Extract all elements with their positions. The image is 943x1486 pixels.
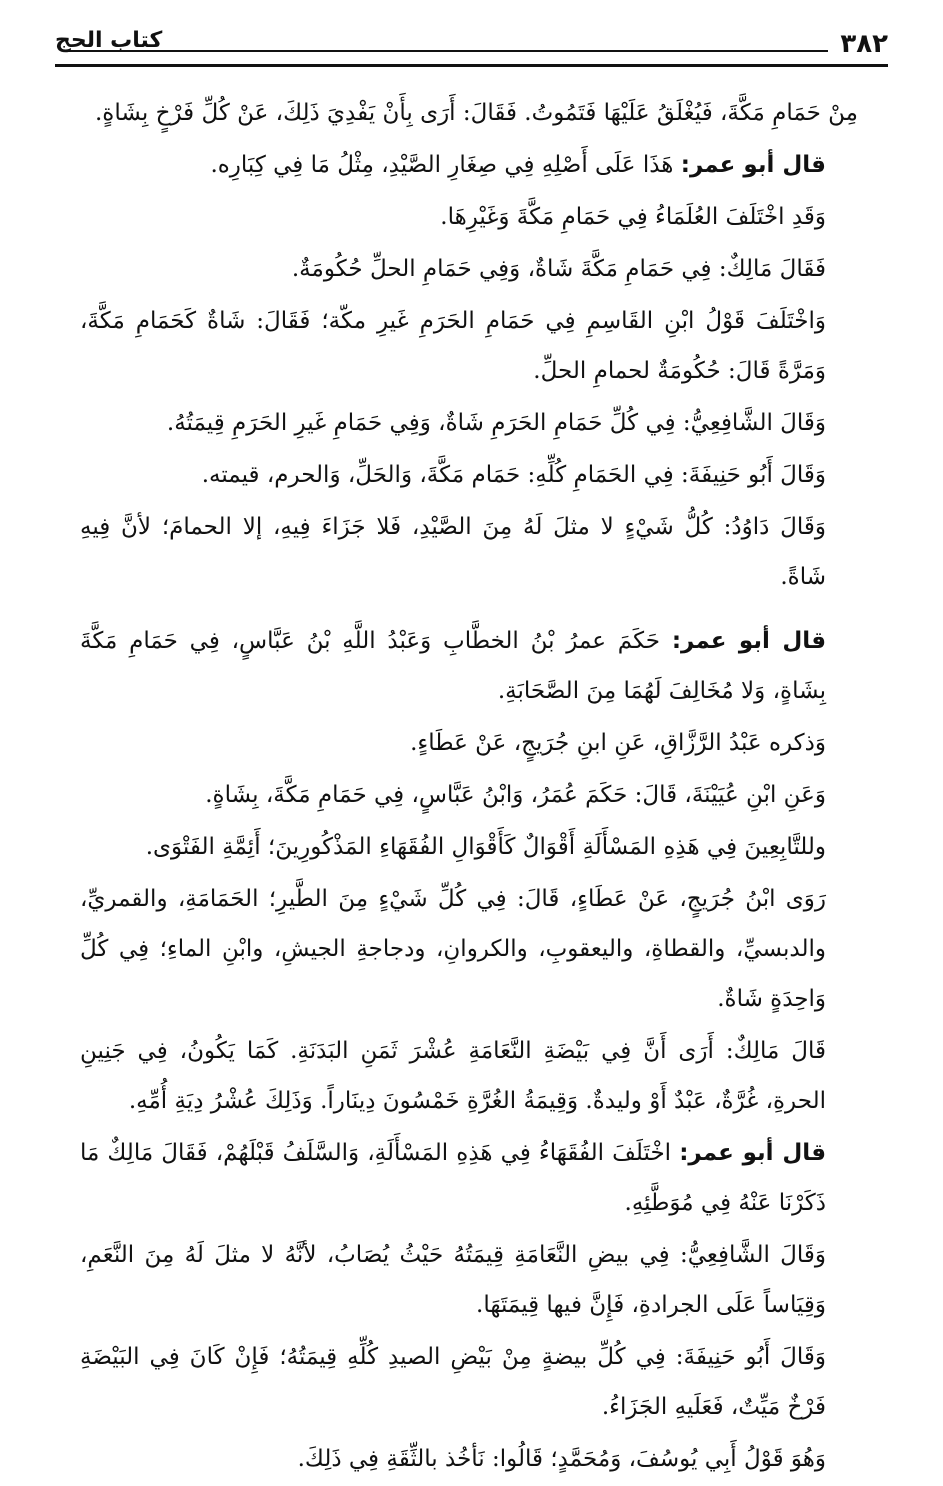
paragraph-text: وَاخْتَلَفَ قَوْلُ ابْنِ القَاسِمِ فِي حَمَامِ الحَرَمِ غَيرِ مكّة؛ فَقَالَ: شَاةٌ كَحَمَامِ مَكَّةَ، وَمَرَّةً قَالَ: حُكُومَةٌ لحمامِ الحلِّ.: [80, 308, 826, 384]
paragraph-13: [80, 874, 858, 1024]
paragraph-text: وَقَدِ اخْتَلَفَ العُلَمَاءُ فِي حَمَامِ مَكَّةَ وَغَيْرِهَا.: [440, 204, 826, 230]
paragraph-lead: قال أبو عمر:: [680, 152, 826, 178]
book-title: كتاب الحج: [55, 28, 163, 53]
paragraph-10: [80, 718, 858, 768]
paragraph-text: وَذكره عَبْدُ الرَّزَّاقِ، عَنِ ابنِ جُرَيجٍ، عَنْ عَطَاءٍ.: [410, 730, 826, 756]
paragraph-text: رَوَى ابْنُ جُرَيجٍ، عَنْ عَطَاءٍ، قَالَ: فِي كُلِّ شَيْءٍ مِنَ الطَّيرِ؛ الحَمَامَةِ، والقمريِّ، والدبسيِّ، والقطاةِ، واليعقوبِ، والكروانِ، ودجاجةِ الجيشِ، وابْنِ الماءِ؛ فِي كُلِّ وَاحِدَةٍ شَاةٌ.: [80, 886, 826, 1012]
page-body: [80, 88, 858, 1486]
paragraph-text: وَهُوَ قَوْلُ أَبِي يُوسُفَ، وَمُحَمَّدٍ؛ قَالُوا: نَأخُذ بالثِّقَةِ فِي ذَلِكَ.: [297, 1446, 826, 1472]
paragraph-4: [80, 244, 858, 294]
paragraph-text: وَعَنِ ابْنِ عُيَيْنَةَ، قَالَ: حَكَمَ عُمَرُ، وَابْنُ عَبَّاسٍ، فِي حَمَامِ مَكَّةَ، بِشَاةٍ.: [205, 782, 826, 808]
paragraph-text: هَذَا عَلَى أَصْلِهِ فِي صِغَارِ الصَّيْدِ، مِثْلُ مَا فِي كِبَارِه.: [210, 152, 674, 178]
paragraph-text: فَقَالَ مَالِكٌ: فِي حَمَامِ مَكَّةَ شَاةٌ، وَفِي حَمَامِ الحلِّ حُكُومَةٌ.: [291, 256, 826, 282]
paragraph-14: [80, 1026, 858, 1126]
paragraph-lead: قال أبو عمر:: [679, 1140, 827, 1166]
paragraph-text: وَقَالَ أَبُو حَنِيفَةَ: فِي كُلِّ بيضةٍ مِنْ بَيْضِ الصيدِ كُلِّهِ قِيمَتُهُ؛ فَإِنْ كَانَ فِي البَيْضَةِ فَرْخٌ مَيِّتٌ، فَعَلَيهِ الجَزَاءُ.: [80, 1344, 826, 1420]
paragraph-text: اخْتَلَفَ الفُقَهَاءُ فِي هَذِهِ المَسْأَلَةِ، وَالسَّلَفُ قَبْلَهُمْ، فَقَالَ مَالِكٌ مَا ذَكَرْنَا عَنْهُ فِي مُوَطَّئِهِ.: [80, 1140, 826, 1216]
paragraph-11: [80, 770, 858, 820]
paragraph-8: [80, 502, 858, 602]
paragraph-7: [80, 450, 858, 500]
paragraph-lead: قال أبو عمر:: [671, 628, 827, 654]
paragraph-text: قَالَ مَالِكٌ: أَرَى أَنَّ فِي بَيْضَةِ النَّعَامَةِ عُشْرَ ثَمَنِ البَدَنَةِ. كَمَا يَكُونُ، فِي جَنِينِ الحرةِ، غُرَّةٌ، عَبْدٌ أَوْ وليدةٌ. وَقِيمَةُ الغُرَّةِ خَمْسُونَ دِينَاراً. وَذَلِكَ عُشْرُ دِيَةِ أُمِّهِ.: [80, 1038, 826, 1114]
paragraph-text: وَقَالَ دَاوُدُ: كُلُّ شَيْءٍ لا مثلَ لَهُ مِنَ الصَّيْدِ، فَلا جَزَاءَ فِيهِ، إلا الحمامَ؛ لأنَّ فِيهِ شَاةً.: [80, 514, 826, 590]
paragraph-12: [80, 822, 858, 872]
paragraph-text: حَكَمَ عمرُ بْنُ الخطَّابِ وَعَبْدُ اللَّهِ بْنُ عَبَّاسٍ، فِي حَمَامِ مَكَّةَ بِشَاةٍ، وَلا مُخَالِفَ لَهُمَا مِنَ الصَّحَابَةِ.: [80, 628, 826, 704]
header-dash: [67, 50, 828, 52]
paragraph-text: وَقَالَ الشَّافِعِيُّ: فِي كُلِّ حَمَامِ الحَرَمِ شَاةٌ، وَفِي حَمَامِ غَيرِ الحَرَمِ قِيمَتُهُ.: [166, 410, 826, 436]
paragraph-text: وللتَّابِعِينَ فِي هَذِهِ المَسْأَلَةِ أَقْوَالٌ كَأَقْوَالِ الفُقَهَاءِ المَذْكُورِينَ؛ أَئِمَّةِ الفَتْوَى.: [145, 834, 826, 860]
page-header: [55, 20, 888, 68]
paragraph-15: [80, 1128, 858, 1228]
paragraph-text: مِنْ حَمَامِ مَكَّةَ، فَيُغْلَقُ عَلَيْهَا فَتَمُوتُ. فَقَالَ: أَرَى بِأَنْ يَفْدِيَ ذَلِكَ، عَنْ كُلِّ فَرْخٍ بِشَاةٍ.: [95, 100, 858, 126]
paragraph-6: [80, 398, 858, 448]
paragraph-2: [80, 140, 858, 190]
paragraph-9: [80, 616, 858, 716]
paragraph-1: [80, 88, 858, 138]
paragraph-17: [80, 1332, 858, 1432]
paragraph-3: [80, 192, 858, 242]
paragraph-18: [80, 1434, 858, 1484]
paragraph-5: [80, 296, 858, 396]
paragraph-16: [80, 1230, 858, 1330]
paragraph-text: وَقَالَ أَبُو حَنِيفَةَ: فِي الحَمَامِ كُلِّهِ: حَمَام مَكَّةَ، وَالحَلِّ، وَالحرم، قيمته.: [201, 462, 826, 488]
page-number: ٣٨٢: [840, 29, 888, 59]
paragraph-text: وَقَالَ الشَّافِعِيُّ: فِي بيضِ النَّعَامَةِ قِيمَتُهُ حَيْثُ يُصَابُ، لأنَّهُ لا مثلَ لَهُ مِنَ النَّعَمِ، وَقِيَاساً عَلَى الجرادةِ، فَإِنَّ فيها قِيمَتَهَا.: [80, 1242, 826, 1318]
header-rule: [55, 64, 888, 67]
